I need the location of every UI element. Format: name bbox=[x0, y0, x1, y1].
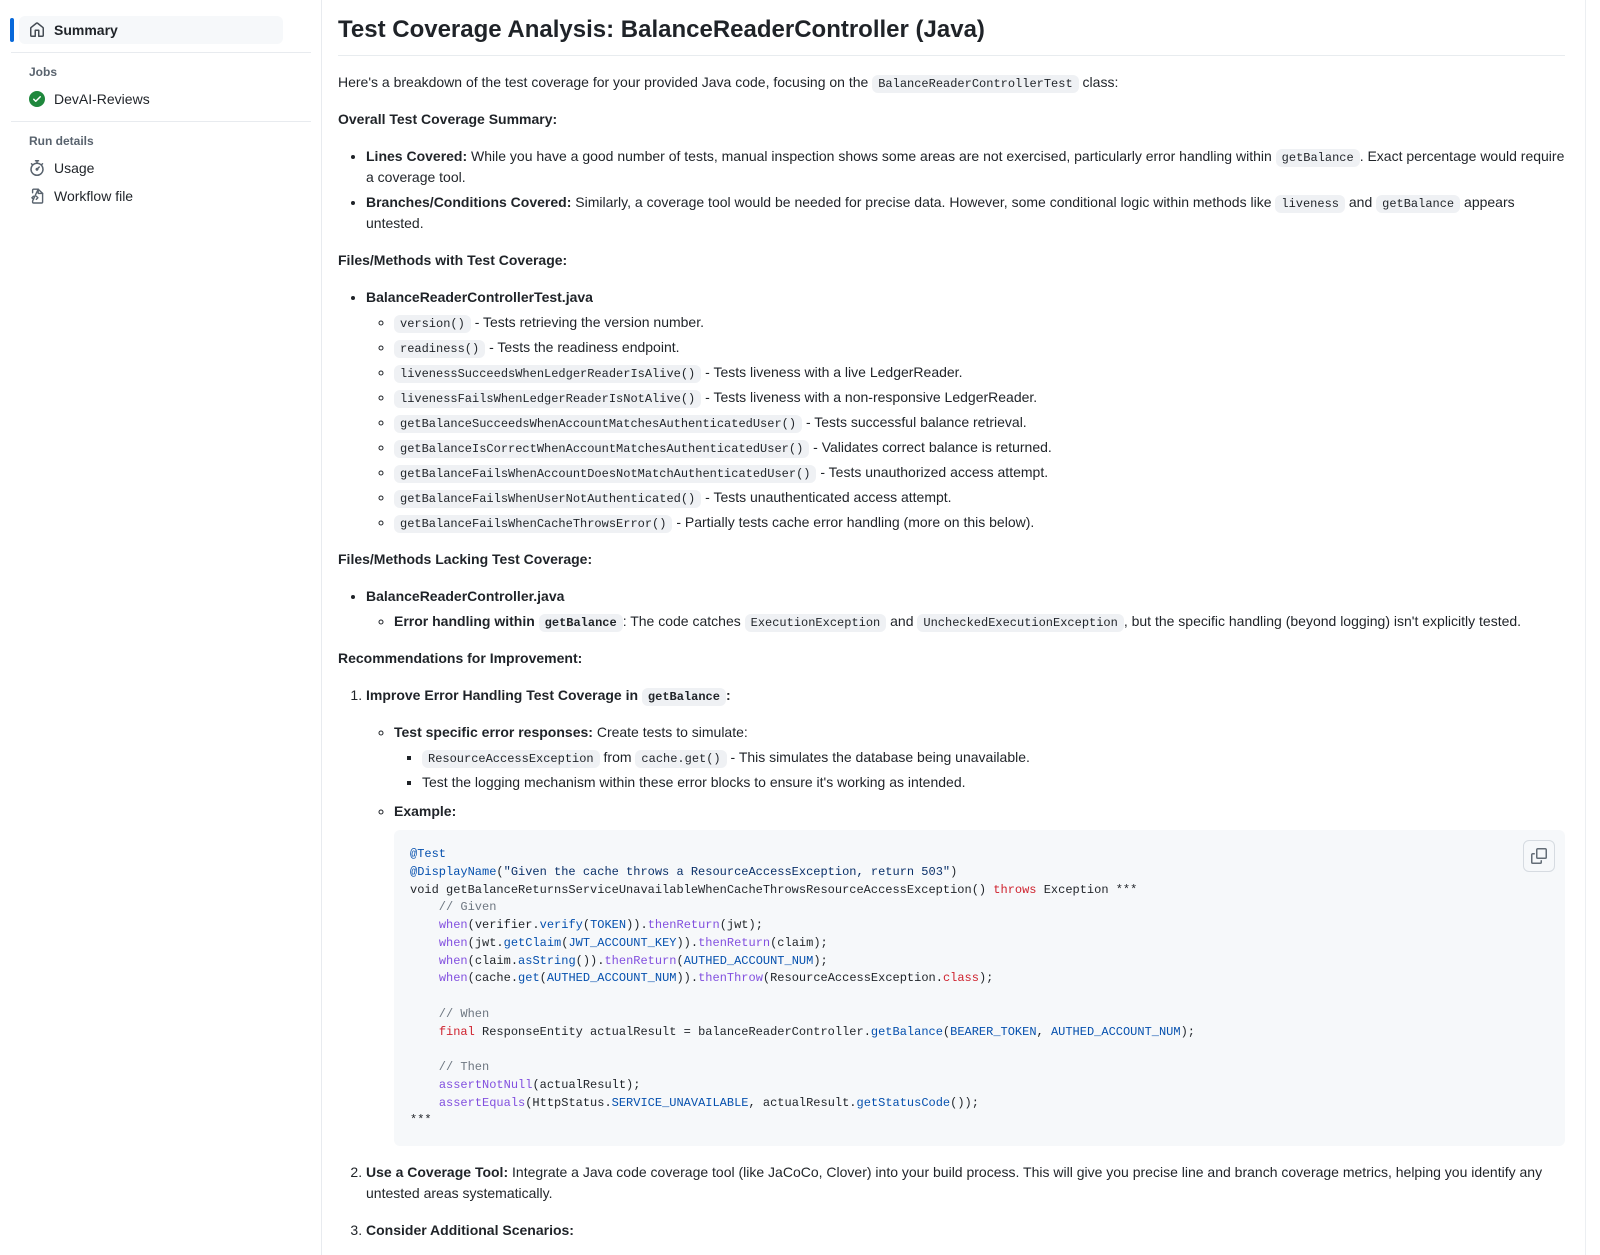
covered-file-item bbox=[366, 287, 1565, 533]
method-coverage-item: ◦ getBalanceFailsWhenUserNotAuthenticated() - Tests unauthenticated access attempt. bbox=[394, 487, 1565, 508]
error-responses-text: Test specific error responses: Create tests to simulate: bbox=[394, 724, 748, 740]
sidebar-divider bbox=[11, 121, 311, 122]
recommendations-heading: Recommendations for Improvement: bbox=[338, 650, 583, 666]
summary-panel bbox=[322, 0, 1585, 1255]
recommendation-3-text: 3. Consider Additional Scenarios: bbox=[366, 1222, 574, 1238]
case-logging-mechanism: ▪ Test the logging mechanism within these error blocks to ensure it's working as intended. bbox=[422, 772, 1565, 793]
lacking-details-list bbox=[366, 611, 1565, 632]
check-circle-icon bbox=[29, 91, 45, 107]
run-sidebar bbox=[0, 0, 322, 1255]
recommendation-3 bbox=[366, 1220, 1565, 1241]
recommendations-list bbox=[338, 685, 1565, 1241]
file-code-icon bbox=[29, 188, 45, 204]
run-details-section-label: Run details bbox=[29, 134, 94, 148]
page-title: Test Coverage Analysis: BalanceReaderController (Java) bbox=[338, 15, 1565, 56]
code-block-content: @Test @DisplayName("Given the cache throws a ResourceAccessException, return 503") void getBalanceReturnsServiceUnavailableWhenCacheThrowsResourceAccessException() throws Exception *** // Given when(verifier.verify(TOKEN)).thenReturn(jwt); when(jwt.getClaim(JWT_ACCOUNT_KEY)).thenReturn(claim); when(claim.asString()).thenReturn(AUTHED_ACCOUNT_NUM); when(cache.get(AUTHED_ACCOUNT_NUM)).thenThrow(ResourceAccessException.class); // When final ResponseEntity actualResult = balanceReaderController.getBalance(BEARER_TOKEN, AUTHED_ACCOUNT_NUM); // Then assertNotNull(actualResult); assertEquals(HttpStatus.SERVICE_UNAVAILABLE, actualResult.getStatusCode()); *** bbox=[410, 847, 1195, 1128]
error-responses-item bbox=[394, 722, 1565, 793]
example-label: ◦ Example: bbox=[394, 803, 457, 819]
overall-coverage-list bbox=[338, 146, 1565, 234]
list-item-lines-covered: • Lines Covered: While you have a good number of tests, manual inspection shows some areas are not exercised, particularly error handling within getBalance . Exact percentage would require a coverage tool. bbox=[366, 146, 1565, 188]
method-coverage-item: ◦ readiness() - Tests the readiness endpoint. bbox=[394, 337, 1565, 358]
method-coverage-item: ◦ livenessFailsWhenLedgerReaderIsNotAlive() - Tests liveness with a non-responsive LedgerReader. bbox=[394, 387, 1565, 408]
lacking-coverage-list bbox=[338, 586, 1565, 632]
lacking-coverage-heading: Files/Methods Lacking Test Coverage: bbox=[338, 551, 593, 567]
jobs-section-label: Jobs bbox=[29, 65, 58, 79]
with-coverage-heading: Files/Methods with Test Coverage: bbox=[338, 252, 568, 268]
sidebar-item-job-devai-reviews[interactable] bbox=[19, 85, 283, 113]
sidebar-item-usage[interactable] bbox=[19, 154, 283, 182]
workflow-file-label: Workflow file bbox=[54, 188, 134, 204]
method-coverage-item: ◦ livenessSucceedsWhenLedgerReaderIsAlive() - Tests liveness with a live LedgerReader. bbox=[394, 362, 1565, 383]
case-resource-access-exception: ▪ ResourceAccessException from cache.get() - This simulates the database being unavailable. bbox=[422, 747, 1565, 768]
intro-paragraph: Here's a breakdown of the test coverage for your provided Java code, focusing on the BalanceReaderControllerTest class: bbox=[338, 74, 1119, 91]
with-coverage-list bbox=[338, 287, 1565, 533]
sidebar-item-workflow-file[interactable] bbox=[19, 182, 283, 210]
lacking-file-name: BalanceReaderController.java bbox=[366, 588, 565, 604]
sidebar-divider bbox=[11, 52, 311, 53]
stopwatch-icon bbox=[29, 160, 45, 176]
recommendation-2-text: 2. Use a Coverage Tool: Integrate a Java code coverage tool (like JaCoCo, Clover) into your build process. This will give you precise line and branch coverage metrics, helping you identify any untested areas systematically. bbox=[366, 1164, 1543, 1201]
method-coverage-item: ◦ getBalanceIsCorrectWhenAccountMatchesAuthenticatedUser() - Validates correct balance is returned. bbox=[394, 437, 1565, 458]
recommendation-2 bbox=[366, 1162, 1565, 1204]
sidebar-item-summary[interactable] bbox=[19, 16, 283, 44]
job-name: DevAI-Reviews bbox=[54, 91, 150, 107]
home-icon bbox=[29, 22, 45, 38]
code-block bbox=[394, 830, 1565, 1146]
lacking-file-item bbox=[366, 586, 1565, 632]
method-coverage-item: ◦ getBalanceSucceedsWhenAccountMatchesAuthenticatedUser() - Tests successful balance retrieval. bbox=[394, 412, 1565, 433]
sidebar-summary-label: Summary bbox=[54, 22, 118, 38]
covered-methods-list bbox=[366, 312, 1565, 533]
active-indicator bbox=[10, 18, 14, 42]
example-item bbox=[394, 801, 1565, 1146]
recommendation-1-sublist bbox=[366, 722, 1565, 1146]
method-coverage-item: ◦ getBalanceFailsWhenAccountDoesNotMatchAuthenticatedUser() - Tests unauthorized access attempt. bbox=[394, 462, 1565, 483]
recommendation-1 bbox=[366, 685, 1565, 1146]
copy-icon bbox=[1531, 848, 1547, 864]
usage-label: Usage bbox=[54, 160, 95, 176]
method-coverage-item: ◦ getBalanceFailsWhenCacheThrowsError() - Partially tests cache error handling (more on this below). bbox=[394, 512, 1565, 533]
recommendation-1-heading: 1. Improve Error Handling Test Coverage in getBalance : bbox=[366, 687, 731, 704]
error-response-cases bbox=[394, 747, 1565, 793]
method-coverage-item: ◦ version() - Tests retrieving the version number. bbox=[394, 312, 1565, 333]
copy-button[interactable] bbox=[1523, 840, 1555, 872]
covered-file-name: BalanceReaderControllerTest.java bbox=[366, 289, 593, 305]
markdown-body bbox=[338, 72, 1565, 1241]
lacking-detail-item: ◦ Error handling within getBalance : The code catches ExecutionException and UncheckedExecutionException , but the specific handling (beyond logging) isn't explicitly tested. bbox=[394, 611, 1565, 632]
list-item-branches-covered: • Branches/Conditions Covered: Similarly, a coverage tool would be needed for precise data. However, some conditional logic within methods like liveness and getBalance appears untested. bbox=[366, 192, 1565, 234]
overall-coverage-heading: Overall Test Coverage Summary: bbox=[338, 111, 558, 127]
